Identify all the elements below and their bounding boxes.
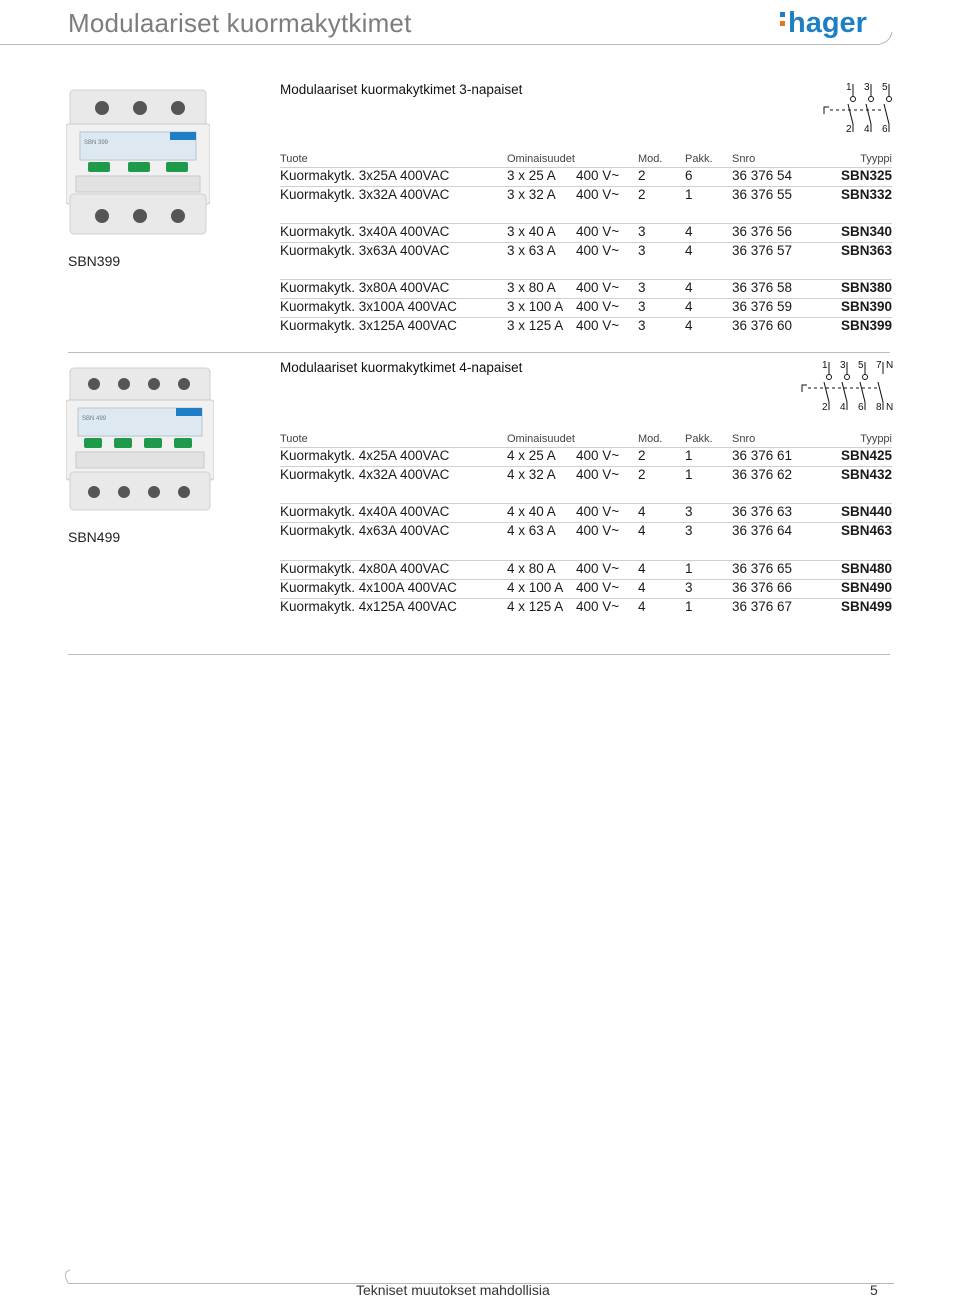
cell-tyyppi: SBN325 (840, 168, 892, 183)
cell-ominaisuudet-voltage: 400 V~ (576, 580, 620, 595)
cell-tuote: Kuormakytk. 4x63A 400VAC (280, 523, 450, 538)
hager-logo (778, 6, 878, 42)
col-head-ominaisuudet: Ominaisuudet (507, 433, 575, 445)
cell-tuote: Kuormakytk. 4x80A 400VAC (280, 561, 450, 576)
cell-ominaisuudet-current: 3 x 80 A (507, 280, 556, 295)
col-head-mod: Mod. (638, 153, 663, 165)
col-head-tuote: Tuote (280, 433, 308, 445)
cell-pakk: 4 (685, 224, 693, 239)
header-curl-decoration (878, 30, 894, 46)
cell-snro: 36 376 63 (732, 504, 793, 519)
cell-snro: 36 376 58 (732, 280, 793, 295)
cell-mod: 3 (638, 243, 646, 258)
cell-tuote: Kuormakytk. 4x32A 400VAC (280, 467, 450, 482)
cell-tuote: Kuormakytk. 4x125A 400VAC (280, 599, 457, 614)
cell-ominaisuudet-voltage: 400 V~ (576, 561, 620, 576)
brand-wordmark: hager (788, 7, 867, 39)
terminal-label: N (886, 402, 894, 413)
terminal-label: 8 (876, 402, 882, 413)
cell-pakk: 1 (685, 599, 693, 614)
cell-ominaisuudet-voltage: 400 V~ (576, 187, 620, 202)
cell-tuote: Kuormakytk. 3x80A 400VAC (280, 280, 450, 295)
table-row (280, 504, 892, 522)
cell-tyyppi: SBN380 (840, 280, 892, 295)
cell-snro: 36 376 56 (732, 224, 793, 239)
table-row (280, 187, 892, 205)
wiring-diagram-4pole (798, 358, 896, 414)
cell-ominaisuudet-voltage: 400 V~ (576, 318, 620, 333)
cell-ominaisuudet-voltage: 400 V~ (576, 299, 620, 314)
terminal-label: 4 (864, 124, 870, 135)
cell-snro: 36 376 57 (732, 243, 793, 258)
table-row (280, 168, 892, 186)
cell-pakk: 1 (685, 187, 693, 202)
cell-mod: 4 (638, 599, 646, 614)
cell-ominaisuudet-voltage: 400 V~ (576, 243, 620, 258)
cell-tyyppi: SBN340 (840, 224, 892, 239)
cell-tuote: Kuormakytk. 3x100A 400VAC (280, 299, 457, 314)
cell-tyyppi: SBN390 (840, 299, 892, 314)
table-row (280, 523, 892, 541)
col-head-tyyppi: Tyyppi (860, 433, 892, 445)
cell-ominaisuudet-current: 4 x 40 A (507, 504, 556, 519)
cell-tyyppi: SBN399 (840, 318, 892, 333)
cell-ominaisuudet-current: 4 x 125 A (507, 599, 564, 614)
cell-tyyppi: SBN332 (840, 187, 892, 202)
cell-snro: 36 376 55 (732, 187, 793, 202)
cell-ominaisuudet-current: 4 x 63 A (507, 523, 556, 538)
cell-tuote: Kuormakytk. 3x63A 400VAC (280, 243, 450, 258)
cell-ominaisuudet-voltage: 400 V~ (576, 599, 620, 614)
col-head-mod: Mod. (638, 433, 663, 445)
cell-ominaisuudet-current: 4 x 32 A (507, 467, 556, 482)
terminal-label: 3 (840, 360, 846, 371)
table-row (280, 299, 892, 317)
terminal-label: 6 (858, 402, 864, 413)
cell-pakk: 3 (685, 580, 693, 595)
cell-ominaisuudet-voltage: 400 V~ (576, 523, 620, 538)
cell-ominaisuudet-voltage: 400 V~ (576, 448, 620, 463)
cell-snro: 36 376 59 (732, 299, 793, 314)
col-head-ominaisuudet: Ominaisuudet (507, 153, 575, 165)
cell-tuote: Kuormakytk. 3x125A 400VAC (280, 318, 457, 333)
col-head-snro: Snro (732, 433, 756, 445)
cell-ominaisuudet-current: 4 x 100 A (507, 580, 564, 595)
terminal-label: 6 (882, 124, 888, 135)
cell-snro: 36 376 64 (732, 523, 793, 538)
col-head-pakk: Pakk. (685, 153, 713, 165)
cell-tyyppi: SBN363 (840, 243, 892, 258)
cell-ominaisuudet-current: 3 x 125 A (507, 318, 564, 333)
cell-tuote: Kuormakytk. 4x40A 400VAC (280, 504, 450, 519)
cell-pakk: 3 (685, 504, 693, 519)
terminal-label: 3 (864, 82, 870, 93)
terminal-label: 7 (876, 360, 882, 371)
section-title-4pole: Modulaariset kuormakytkimet 4-napaiset (280, 360, 523, 375)
product-label-sbn399: SBN399 (68, 253, 121, 269)
cell-mod: 3 (638, 224, 646, 239)
cell-snro: 36 376 60 (732, 318, 793, 333)
table-row (280, 580, 892, 598)
cell-ominaisuudet-voltage: 400 V~ (576, 224, 620, 239)
product-image-4pole (66, 364, 214, 514)
terminal-label: 5 (882, 82, 888, 93)
cell-snro: 36 376 61 (732, 448, 793, 463)
cell-tuote: Kuormakytk. 4x100A 400VAC (280, 580, 457, 595)
cell-mod: 2 (638, 187, 646, 202)
product-label-sbn499: SBN499 (68, 529, 121, 545)
cell-mod: 4 (638, 504, 646, 519)
cell-ominaisuudet-voltage: 400 V~ (576, 504, 620, 519)
page-title: Modulaariset kuormakytkimet (68, 8, 412, 38)
cell-ominaisuudet-voltage: 400 V~ (576, 280, 620, 295)
section-title-3pole: Modulaariset kuormakytkimet 3-napaiset (280, 82, 523, 97)
cell-snro: 36 376 65 (732, 561, 793, 576)
cell-tuote: Kuormakytk. 4x25A 400VAC (280, 448, 450, 463)
page-number: 5 (870, 1282, 878, 1298)
cell-tyyppi: SBN463 (840, 523, 892, 538)
cell-pakk: 4 (685, 299, 693, 314)
footer-curl-decoration (60, 1268, 72, 1284)
col-head-snro: Snro (732, 153, 756, 165)
section-divider (68, 654, 890, 655)
cell-mod: 2 (638, 168, 646, 183)
cell-mod: 2 (638, 467, 646, 482)
table-row (280, 280, 892, 298)
cell-ominaisuudet-current: 3 x 25 A (507, 168, 556, 183)
section-divider (68, 352, 890, 353)
col-head-tyyppi: Tyyppi (860, 153, 892, 165)
cell-tuote: Kuormakytk. 3x25A 400VAC (280, 168, 450, 183)
cell-ominaisuudet-current: 3 x 63 A (507, 243, 556, 258)
wiring-diagram-3pole (820, 80, 896, 136)
table-row (280, 561, 892, 579)
table-row (280, 224, 892, 242)
cell-tuote: Kuormakytk. 3x40A 400VAC (280, 224, 450, 239)
cell-mod: 4 (638, 580, 646, 595)
table-row (280, 318, 892, 336)
cell-mod: 4 (638, 523, 646, 538)
cell-pakk: 1 (685, 561, 693, 576)
cell-ominaisuudet-voltage: 400 V~ (576, 467, 620, 482)
table-row (280, 599, 892, 617)
cell-mod: 3 (638, 318, 646, 333)
table-row (280, 448, 892, 466)
cell-tuote: Kuormakytk. 3x32A 400VAC (280, 187, 450, 202)
cell-pakk: 1 (685, 448, 693, 463)
terminal-label: 2 (846, 124, 852, 135)
cell-ominaisuudet-voltage: 400 V~ (576, 168, 620, 183)
cell-ominaisuudet-current: 3 x 100 A (507, 299, 564, 314)
header-rule (0, 44, 880, 45)
cell-ominaisuudet-current: 4 x 80 A (507, 561, 556, 576)
terminal-label: 4 (840, 402, 846, 413)
footer-note: Tekniset muutokset mahdollisia (356, 1282, 550, 1298)
cell-pakk: 6 (685, 168, 693, 183)
device-label: SBN 399 (84, 140, 109, 146)
cell-tyyppi: SBN440 (840, 504, 892, 519)
cell-snro: 36 376 54 (732, 168, 793, 183)
cell-pakk: 3 (685, 523, 693, 538)
cell-mod: 3 (638, 280, 646, 295)
cell-pakk: 4 (685, 280, 693, 295)
cell-tyyppi: SBN480 (840, 561, 892, 576)
device-label: SBN 499 (82, 416, 107, 422)
cell-mod: 4 (638, 561, 646, 576)
cell-snro: 36 376 67 (732, 599, 793, 614)
cell-pakk: 4 (685, 243, 693, 258)
cell-tyyppi: SBN425 (840, 448, 892, 463)
product-image-3pole (66, 86, 210, 238)
terminal-label: 1 (822, 360, 828, 371)
cell-mod: 2 (638, 448, 646, 463)
cell-pakk: 4 (685, 318, 693, 333)
terminal-label: N (886, 360, 894, 371)
cell-pakk: 1 (685, 467, 693, 482)
cell-snro: 36 376 62 (732, 467, 793, 482)
cell-tyyppi: SBN490 (840, 580, 892, 595)
terminal-label: 5 (858, 360, 864, 371)
cell-ominaisuudet-current: 3 x 32 A (507, 187, 556, 202)
col-head-tuote: Tuote (280, 153, 308, 165)
terminal-label: 2 (822, 402, 828, 413)
table-row (280, 467, 892, 485)
cell-ominaisuudet-current: 3 x 40 A (507, 224, 556, 239)
table-row (280, 243, 892, 261)
cell-tyyppi: SBN432 (840, 467, 892, 482)
cell-snro: 36 376 66 (732, 580, 793, 595)
cell-tyyppi: SBN499 (840, 599, 892, 614)
col-head-pakk: Pakk. (685, 433, 713, 445)
terminal-label: 1 (846, 82, 852, 93)
cell-mod: 3 (638, 299, 646, 314)
cell-ominaisuudet-current: 4 x 25 A (507, 448, 556, 463)
